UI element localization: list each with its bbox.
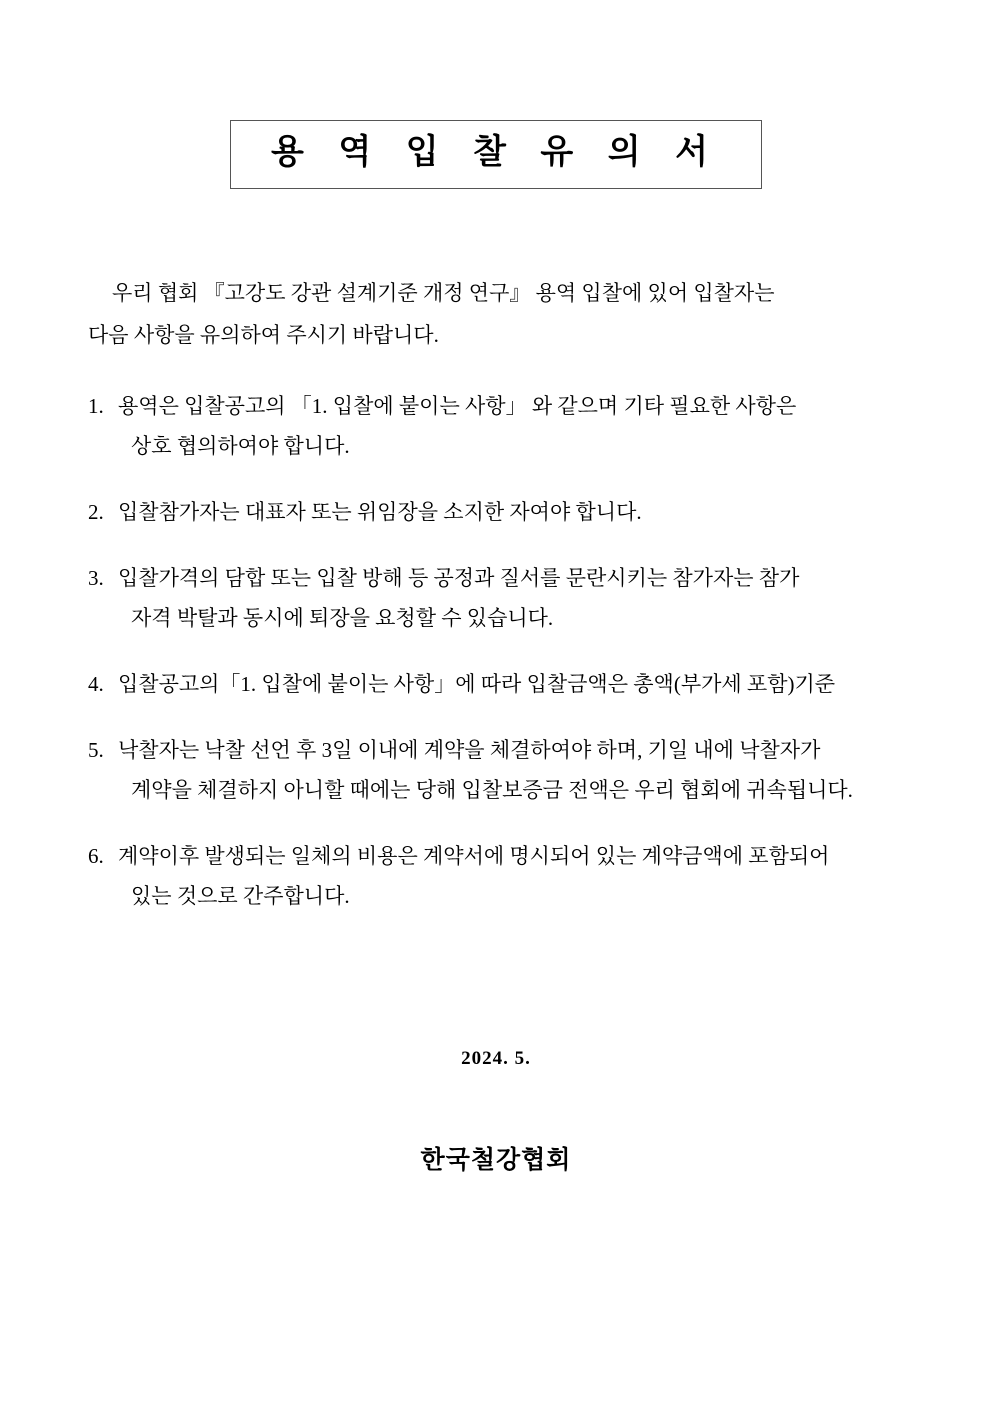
list-item-line-2: 자격 박탈과 동시에 퇴장을 요청할 수 있습니다.	[131, 606, 554, 630]
document-date: 2024. 5.	[461, 1048, 531, 1069]
list-item-line-1: 입찰가격의 담합 또는 입찰 방해 등 공정과 질서를 문란시키는 참가자는 참가	[118, 566, 800, 590]
organization-name: 한국철강협회	[420, 1147, 572, 1174]
list-item-line-2: 상호 협의하여야 합니다.	[131, 434, 350, 458]
list-item-number: 2.	[88, 500, 104, 524]
list-item-text	[118, 730, 918, 810]
document-title-container	[0, 120, 992, 189]
list-item-number: 5.	[88, 738, 104, 762]
list-item-number: 6.	[88, 844, 104, 868]
list-item	[88, 664, 918, 704]
list-item-line-2: 계약을 체결하지 아니할 때에는 당해 입찰보증금 전액은 우리 협회에 귀속됩니다.	[131, 778, 853, 802]
list-item-text	[118, 492, 918, 532]
list-item-line-1: 낙찰자는 낙찰 선언 후 3일 이내에 계약을 체결하여야 하며, 기일 내에 낙찰자가	[118, 738, 821, 762]
document-body	[88, 272, 918, 942]
title-box	[230, 120, 762, 189]
list-item-line-1: 입찰공고의「1. 입찰에 붙이는 사항」에 따라 입찰금액은 총액(부가세 포함)기준	[118, 672, 836, 696]
intro-line-1	[88, 272, 918, 314]
list-item	[88, 836, 918, 916]
intro-line-2: 다음 사항을 유의하여 주시기 바랍니다.	[88, 323, 439, 347]
list-item	[88, 730, 918, 810]
list-item-text	[118, 386, 918, 466]
list-item	[88, 492, 918, 532]
list-item-line-1: 입찰참가자는 대표자 또는 위임장을 소지한 자여야 합니다.	[118, 500, 642, 524]
list-item-number: 1.	[88, 394, 104, 418]
list-item-line-1: 계약이후 발생되는 일체의 비용은 계약서에 명시되어 있는 계약금액에 포함되어	[118, 844, 830, 868]
list-item-line-2: 있는 것으로 간주합니다.	[131, 884, 350, 908]
list-item-number: 4.	[88, 672, 104, 696]
list-item-text	[118, 558, 918, 638]
list-item-number: 3.	[88, 566, 104, 590]
list-item-text	[118, 664, 918, 704]
list-item	[88, 558, 918, 638]
page-title: 용 역 입 찰 유 의 서	[271, 134, 721, 171]
list-item-line-1: 용역은 입찰공고의 「1. 입찰에 붙이는 사항」 와 같으며 기타 필요한 사항은	[118, 394, 797, 418]
intro-paragraph	[88, 272, 918, 356]
list-item-text	[118, 836, 918, 916]
intro-line-1-text: 우리 협회 『고강도 강관 설계기준 개정 연구』 용역 입찰에 있어 입찰자는	[112, 281, 775, 305]
list-item	[88, 386, 918, 466]
